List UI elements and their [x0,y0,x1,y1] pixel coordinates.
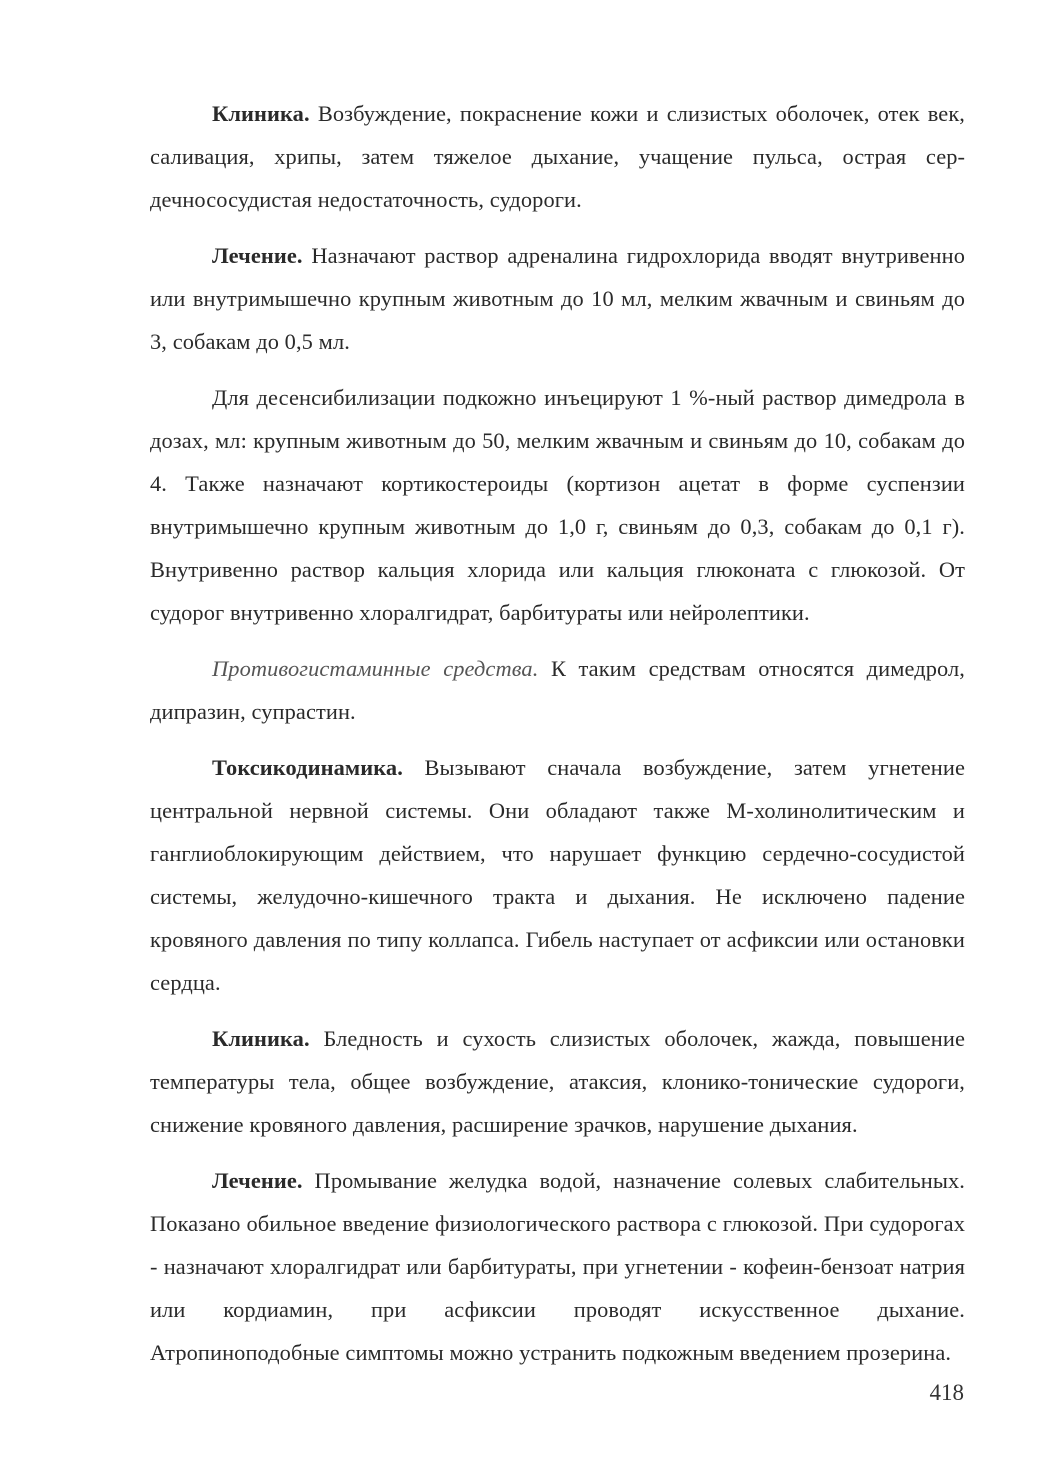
paragraph-lead: Лечение. [212,243,303,268]
paragraph-text: Бледность и сухость слизистых оболочек, жажда, повышение температуры тела, общее возбуждение, атаксия, клонико-тонические судороги, снижение кровяного давления, расширение зрачков, нарушение дыхания. [150,1026,965,1137]
paragraph-lead: Противогистаминные средства. [212,656,539,681]
paragraph-treatment-2 [150,1159,965,1374]
paragraph-text: Возбуждение, покраснение кожи и слизистых оболочек, отек век, саливация, хрипы, затем тяжелое дыхание, учащение пульса, острая сердечнососудистая недостаточность, судороги. [150,101,965,212]
paragraph-toxicodynamics [150,746,965,1004]
paragraph-lead: Токсикодинамика. [212,755,403,780]
paragraph-text: Для десенсибилизации подкожно инъецируют 1 %-ный раствор димедрола в дозах, мл: крупным животным до 50, мелким жвачным и свиньям до 10, собакам до 4. Также назначают кортикостероиды (кортизон ацетат в форме суспензии внутримышечно крупным животным до 1,0 г, свиньям до 0,3, собакам до 0,1 г). Внутривенно раствор кальция хлорида или кальция глюконата с глюкозой. От судорог внутривенно хлоралгидрат, барбитураты или нейролептики. [150,385,965,625]
paragraph-antihistamines [150,647,965,733]
page-body [150,92,965,1387]
paragraph-desensitization [150,376,965,634]
paragraph-lead: Клиника. [212,1026,310,1051]
paragraph-clinic-2 [150,1017,965,1146]
paragraph-clinic-1 [150,92,965,221]
paragraph-treatment-1 [150,234,965,363]
paragraph-lead: Клиника. [212,101,310,126]
paragraph-text: К таким средствам относятся димедрол, дипразин, супрастин. [150,656,966,724]
paragraph-lead: Лечение. [212,1168,303,1193]
paragraph-text: Промывание желудка водой, назначение солевых слабительных. Показано обильное введение физиологического раствора с глюкозой. При судорогах - назначают хлоралгидрат или барбитураты, при угнетении - кофеин-бензоат натрия или кордиамин, при асфиксии проводят искусственное дыхание. Атропиноподобные симптомы можно устранить подкожным введением прозерина. [150,1168,965,1365]
page-number: 418 [929,1380,964,1405]
paragraph-text: Назначают раствор адреналина гидрохлорида вводят внутривенно или внутримышечно крупным животным до 10 мл, мелким жвачным и свиньям до 3, собакам до 0,5 мл. [150,243,965,354]
paragraph-text: Вызывают сначала возбуждение, затем угнетение центральной нервной системы. Они обладают также М-холинолитическим и ганглиоблокирующим действием, что нарушает функцию сердечно-сосудистой системы, желудочно-кишечного тракта и дыхания. Не исключено падение кровяного давления по типу коллапса. Гибель наступает от асфиксии или остановки сердца. [150,755,965,995]
